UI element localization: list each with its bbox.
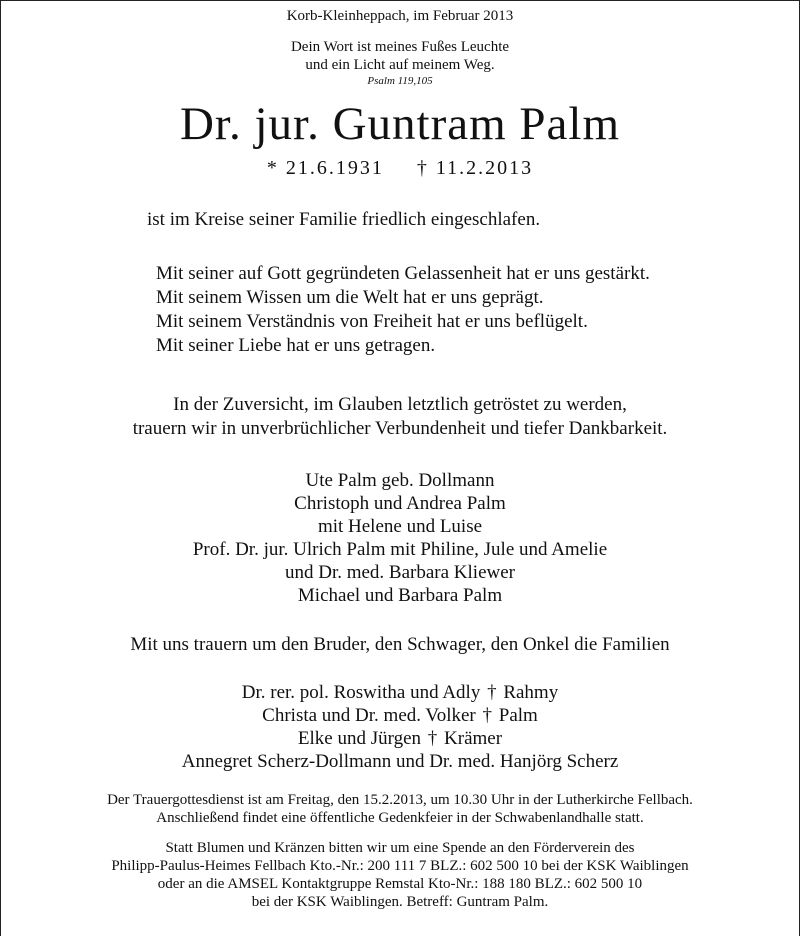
tribute-line: Mit seiner Liebe hat er uns getragen.: [156, 335, 436, 356]
relative-text: Elke und Jürgen: [297, 728, 422, 749]
dagger-icon: †: [427, 728, 438, 749]
tribute-line: Mit seinem Wissen um die Welt hat er uns geprägt.: [156, 287, 544, 308]
donation-line: oder an die AMSEL Kontaktgruppe Remstal Kto-Nr.: 188 180 BLZ.: 602 500 10: [157, 876, 643, 892]
verse-reference: Psalm 119,105: [367, 75, 433, 87]
faith-statement: [1, 393, 799, 441]
tribute-line: Mit seiner auf Gott gegründeten Gelassenheit hat er uns gestärkt.: [156, 263, 650, 284]
relative-text: Palm: [498, 705, 538, 726]
verse-line-1: Dein Wort ist meines Fußes Leuchte: [290, 39, 510, 55]
dagger-icon: †: [487, 682, 497, 703]
relative-text: Rahmy: [503, 682, 559, 703]
faith-line: In der Zuversicht, im Glauben letztlich getröstet zu werden,: [173, 394, 627, 415]
place-date-line: Korb-Kleinheppach, im Februar 2013: [286, 8, 514, 24]
relative-text: Krämer: [444, 728, 503, 749]
mourn-with-line: Mit uns trauern um den Bruder, den Schwager, den Onkel die Familien: [130, 634, 670, 655]
relative-line: [1, 704, 799, 727]
family-signatures: [1, 469, 799, 607]
relatives-list: [1, 681, 799, 773]
intro-text: ist im Kreise seiner Familie friedlich eingeschlafen.: [147, 209, 541, 230]
relative-text: Christa und Dr. med. Volker: [262, 705, 476, 726]
deceased-name: Dr. jur. Guntram Palm: [179, 98, 621, 150]
service-line: Der Trauergottesdienst ist am Freitag, den 15.2.2013, um 10.30 Uhr in der Lutherkirche Fellbach.: [107, 792, 693, 808]
relative-line: [1, 727, 799, 750]
service-line: Anschließend findet eine öffentliche Gedenkfeier in der Schwabenlandhalle statt.: [156, 810, 644, 826]
family-line: Prof. Dr. jur. Ulrich Palm mit Philine, Jule und Amelie: [192, 539, 608, 560]
donation-line: Statt Blumen und Kränzen bitten wir um eine Spende an den Förderverein des: [165, 840, 635, 856]
donation-info: [1, 839, 799, 911]
tribute-line: Mit seinem Verständnis von Freiheit hat er uns beflügelt.: [156, 311, 588, 332]
tribute-block: [156, 262, 799, 358]
family-line: Michael und Barbara Palm: [297, 585, 503, 606]
verse-line-2: und ein Licht auf meinem Weg.: [305, 57, 495, 73]
bible-verse: [1, 38, 799, 88]
funeral-service-info: [1, 791, 799, 827]
family-line: mit Helene und Luise: [317, 516, 483, 537]
dagger-icon: †: [482, 705, 492, 726]
death-date: † 11.2.2013: [416, 157, 534, 179]
family-line: und Dr. med. Barbara Kliewer: [284, 562, 516, 583]
donation-line: Philipp-Paulus-Heimes Fellbach Kto.-Nr.: 200 111 7 BLZ.: 602 500 10 bei der KSK Waiblingen: [111, 858, 689, 874]
life-dates: [1, 156, 799, 180]
relative-line: Annegret Scherz-Dollmann und Dr. med. Hanjörg Scherz: [181, 751, 619, 772]
relative-text: Dr. rer. pol. Roswitha und Adly: [241, 682, 481, 703]
birth-date: * 21.6.1931: [266, 157, 384, 179]
relative-line: [1, 681, 799, 704]
family-line: Ute Palm geb. Dollmann: [305, 470, 495, 491]
faith-line: trauern wir in unverbrüchlicher Verbundenheit und tiefer Dankbarkeit.: [132, 418, 668, 439]
donation-line: bei der KSK Waiblingen. Betreff: Guntram Palm.: [251, 894, 549, 910]
family-line: Christoph und Andrea Palm: [294, 493, 506, 514]
